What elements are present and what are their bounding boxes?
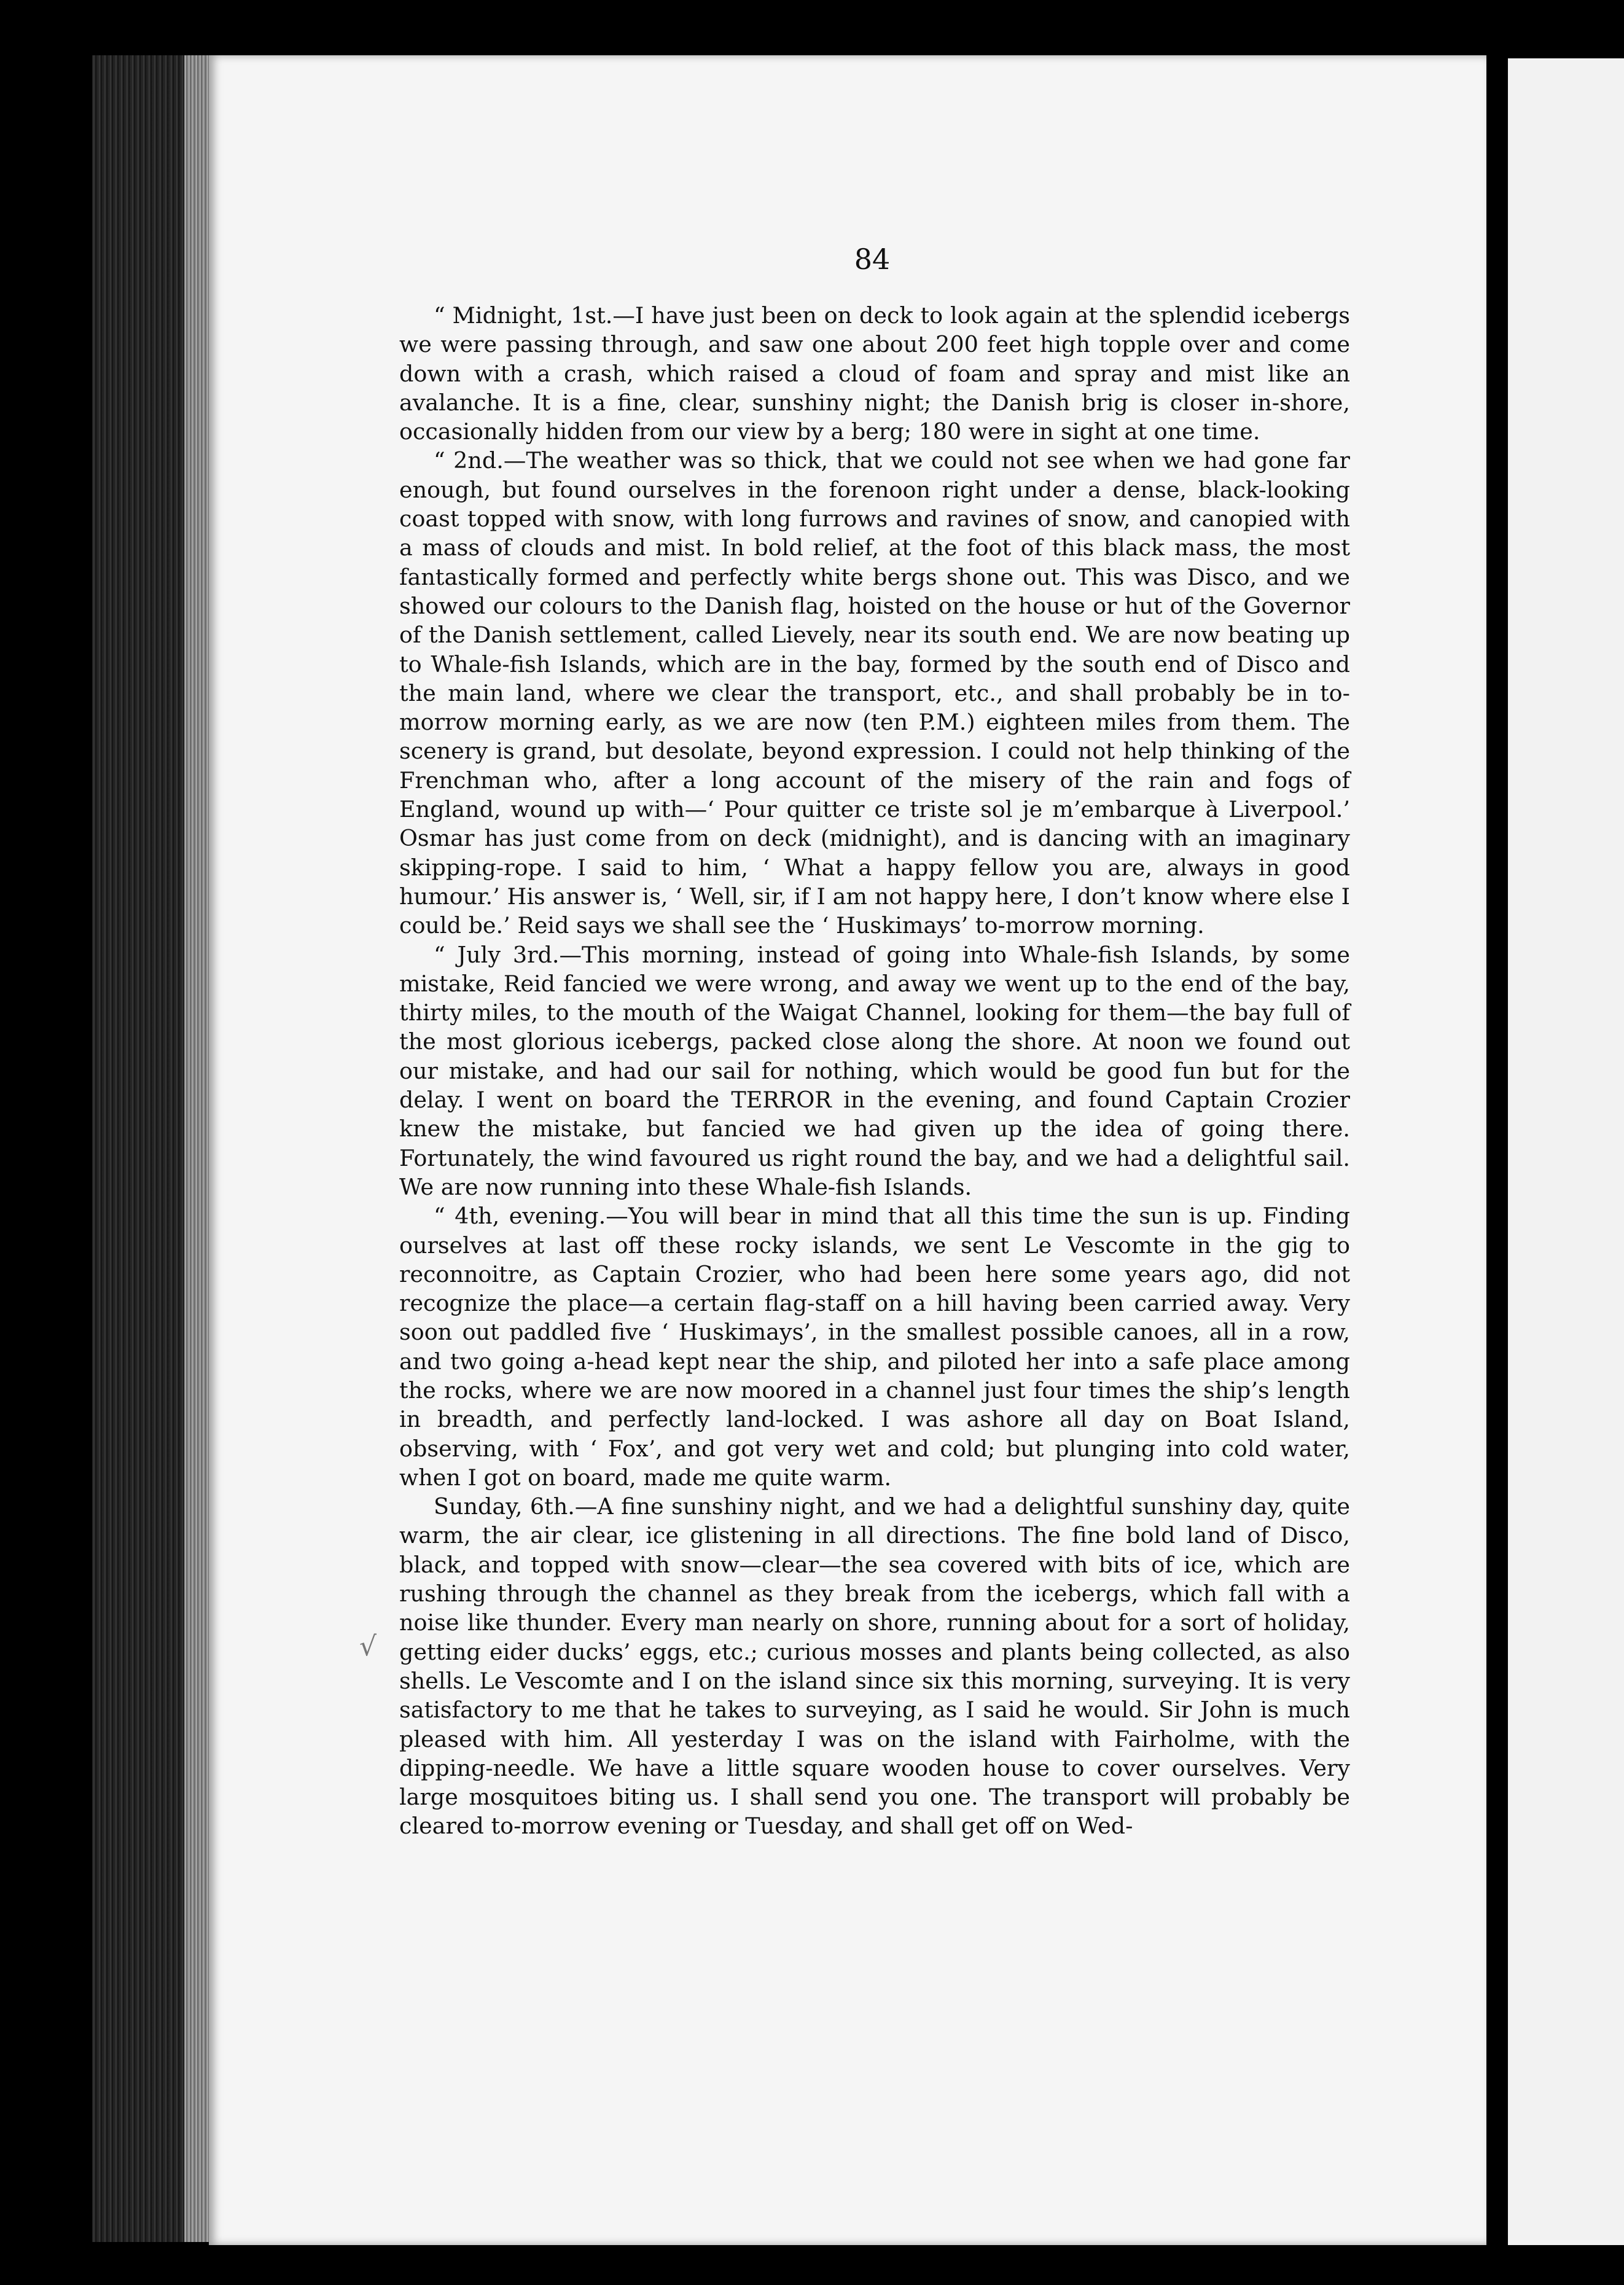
- entry-4th-evening: “ 4th, evening.—You will bear in mind that all this time the sun is up. Finding ourselves at last off these rocky islands, we sent Le Vescomte in the gig to reconnoitre, as Captain Crozier, who had been here some years ago, did not recognize the place—a certain flag-staff on a hill having been carried away. Very soon out paddled five ‘ Huskimays’, in the smallest possible canoes, all in a row, and two going a-head kept near the ship, and piloted her into a safe place among the rocks, where we are now moored in a channel just four times the ship’s length in breadth, and perfectly land-locked. I was ashore all day on Boat Island, observing, with ‘ Fox’, and got very wet and cold; but plunging into cold water, when I got on board, made me quite warm.: [399, 1203, 1350, 1491]
- page-stack-edge: [184, 55, 209, 2242]
- entry-sunday-6th: Sunday, 6th.—A fine sunshiny night, and we had a delightful sunshiny day, quite warm, the air clear, ice glistening in all directions. The fine bold land of Disco, black, and topped with snow—clear—the sea covered with bits of ice, which are rushing through the channel as they break from the icebergs, which fall with a noise like thunder. Every man nearly on shore, running about for a sort of holiday, getting eider ducks’ eggs, etc.; curious mosses and plants being collected, as also shells. Le Vescomte and I on the island since six this morning, surveying. It is very satisfactory to me that he takes to surveying, as I said he would. Sir John is much pleased with him. All yesterday I was on the island with Fairholme, with the dipping-needle. We have a little square wooden house to cover ourselves. Very large mosquitoes biting us. I shall send you one. The transport will probably be cleared to-morrow evening or Tuesday, and shall get off on Wed-: [399, 1493, 1350, 1840]
- entry-midnight-1st: “ Midnight, 1st.—I have just been on deck to look again at the splendid icebergs we were passing through, and saw one about 200 feet high topple over and come down with a crash, which raised a cloud of foam and spray and mist like an avalanche. It is a fine, clear, sunshiny night; the Danish brig is closer in-shore, occasionally hidden from our view by a berg; 180 were in sight at one time.: [399, 302, 1350, 445]
- page-number: 84: [854, 243, 891, 276]
- facing-page: [1508, 58, 1624, 2245]
- margin-check-mark: √: [359, 1631, 377, 1662]
- entry-2nd: “ 2nd.—The weather was so thick, that we could not see when we had gone far enough, but found ourselves in the forenoon right under a dense, black-looking coast topped with snow, with long furrows and ravines of snow, and canopied with a mass of clouds and mist. In bold relief, at the foot of this black mass, the most fantastically formed and perfectly white bergs shone out. This was Disco, and we showed our colours to the Danish flag, hoisted on the house or hut of the Governor of the Danish settlement, called Lievely, near its south end. We are now beating up to Whale-fish Islands, which are in the bay, formed by the south end of Disco and the main land, where we clear the transport, etc., and shall probably be in to-morrow morning early, as we are now (ten P.M.) eighteen miles from them. The scenery is grand, but desolate, beyond expression. I could not help thinking of the Frenchman who, after a long account of the misery of the rain and fogs of England, wound up with—‘ Pour quitter ce triste sol je m’embarque à Liverpool.’ Osmar has just come from on deck (midnight), and is dancing with an imaginary skipping-rope. I said to him, ‘ What a happy fellow you are, always in good humour.’ His answer is, ‘ Well, sir, if I am not happy here, I don’t know where else I could be.’ Reid says we shall see the ‘ Huskimays’ to-morrow morning.: [399, 447, 1350, 939]
- entry-july-3rd: “ July 3rd.—This morning, instead of going into Whale-fish Islands, by some mistake, Reid fancied we were wrong, and away we went up to the end of the bay, thirty miles, to the mouth of the Waigat Channel, looking for them—the bay full of the most glorious icebergs, packed close along the shore. At noon we found out our mistake, and had our sail for nothing, which would be good fun but for the delay. I went on board the TERROR in the evening, and found Captain Crozier knew the mistake, but fancied we had given up the idea of going there. Fortunately, the wind favoured us right round the bay, and we had a delightful sail. We are now running into these Whale-fish Islands.: [399, 941, 1350, 1200]
- page-body: [399, 301, 1350, 1841]
